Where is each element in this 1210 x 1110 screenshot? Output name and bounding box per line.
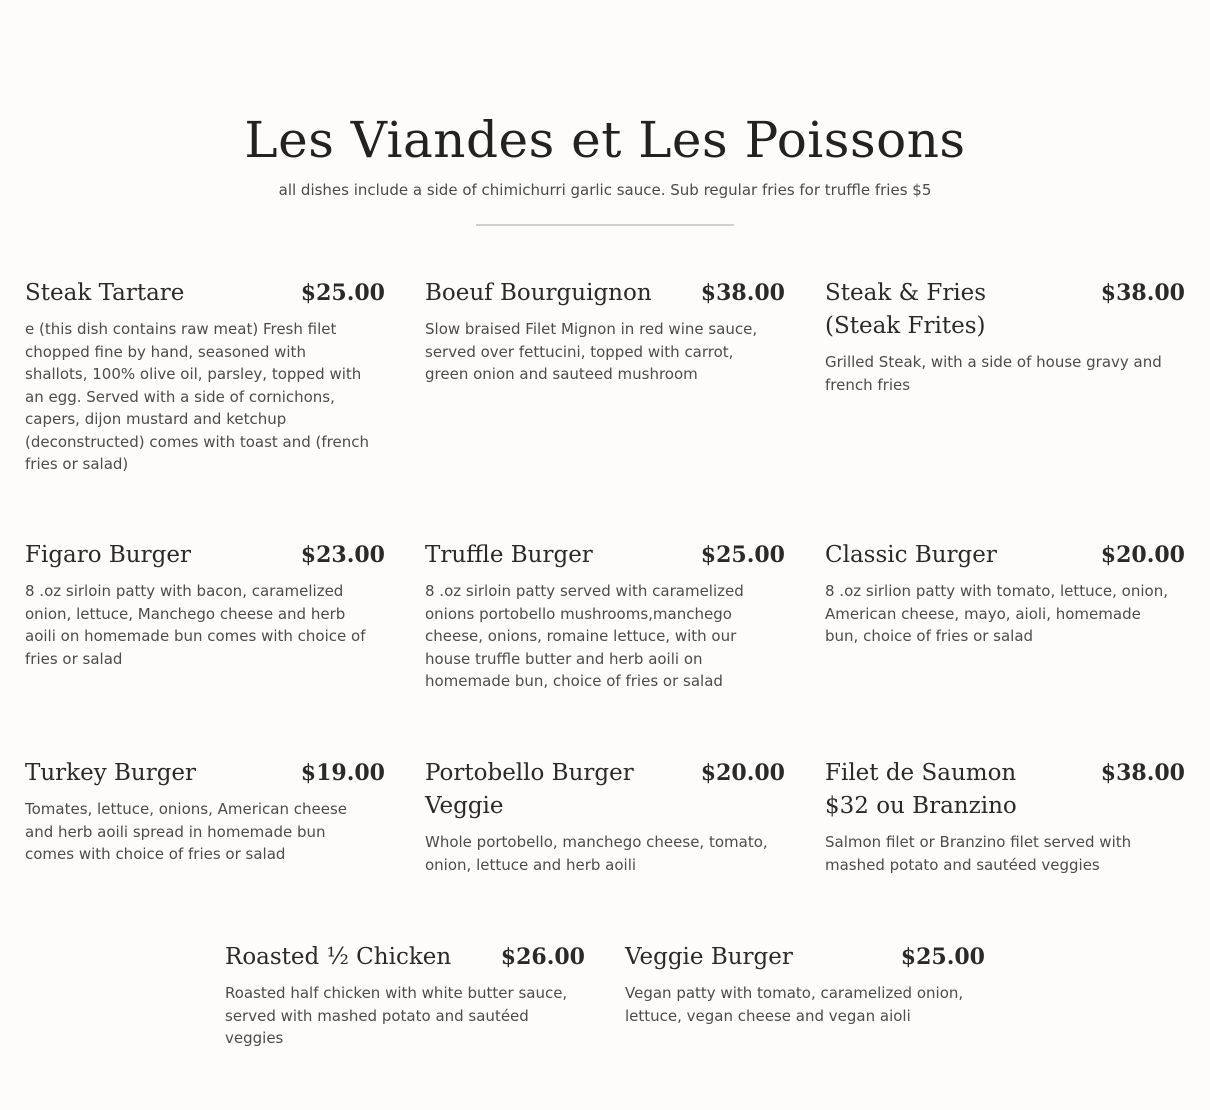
menu-item-description: 8 .oz sirloin patty with bacon, caramelized onion, lettuce, Manchego cheese and herb aoili on homemade bun comes with choice of fries or salad [25,582,366,668]
menu-item-price: $25.00 [900,944,985,970]
menu-item-price: $38.00 [1100,280,1185,306]
menu-item-price: $20.00 [1100,542,1185,568]
menu-item-name: Filet de Saumon $32 ou Branzino [825,760,1017,819]
menu-item-price: $20.00 [700,760,785,786]
menu-item-description: Slow braised Filet Mignon in red wine sauce, served over fettucini, topped with carrot, green onion and sauteed mushroom [425,320,758,383]
menu-section-header [0,108,1210,200]
menu-item-name: Steak & Fries (Steak Frites) [825,280,987,339]
menu-item-name: Boeuf Bourguignon [425,280,652,306]
menu-item-portobello-burger [425,757,785,876]
menu-item-name: Roasted ½ Chicken [225,944,452,970]
menu-item-boeuf-bourguignon [425,277,785,386]
menu-item-steak-tartare [25,277,385,476]
menu-item-price: $25.00 [700,542,785,568]
menu-item-truffle-burger [425,539,785,693]
menu-item-description: Vegan patty with tomato, caramelized onion, lettuce, vegan cheese and vegan aioli [625,984,964,1025]
title-divider [476,224,734,226]
menu-item-name: Turkey Burger [25,760,197,786]
menu-item-description: Whole portobello, manchego cheese, tomato, onion, lettuce and herb aoili [425,833,768,874]
menu-item-price: $38.00 [700,280,785,306]
menu-item-description: 8 .oz sirloin patty served with caramelized onions portobello mushrooms,manchego cheese, onions, romaine lettuce, with our house truffle butter and herb aoili on homemade bun, choice of fries or salad [425,582,744,690]
menu-item-description: Grilled Steak, with a side of house gravy and french fries [825,353,1162,394]
menu-item-price: $19.00 [300,760,385,786]
menu-item-name: Truffle Burger [425,542,593,568]
menu-item-filet-de-saumon [825,757,1185,876]
menu-item-veggie-burger [625,941,985,1027]
menu-item-classic-burger [825,539,1185,648]
menu-item-description: 8 .oz sirlion patty with tomato, lettuce, onion, American cheese, mayo, aioli, homemade bun, choice of fries or salad [825,582,1168,645]
menu-item-turkey-burger [25,757,385,866]
menu-item-price: $23.00 [300,542,385,568]
menu-item-description: e (this dish contains raw meat) Fresh filet chopped fine by hand, seasoned with shallots, 100% olive oil, parsley, topped with an egg. Served with a side of cornichons, capers, dijon mustard and ketchup (deconstructed) comes with toast and (french fries or salad) [25,320,370,473]
menu-item-description: Tomates, lettuce, onions, American cheese and herb aoili spread in homemade bun comes with choice of fries or salad [25,800,348,863]
menu-item-name: Veggie Burger [625,944,793,970]
menu-item-figaro-burger [25,539,385,670]
menu-item-roasted-chicken [225,941,585,1050]
menu-item-name: Portobello Burger Veggie [425,760,634,819]
menu-item-name: Figaro Burger [25,542,191,568]
menu-item-name: Classic Burger [825,542,997,568]
section-subtitle: all dishes include a side of chimichurri garlic sauce. Sub regular fries for truffle fries $5 [278,181,932,199]
menu-item-name: Steak Tartare [25,280,185,306]
menu-item-description: Roasted half chicken with white butter sauce, served with mashed potato and sautéed veggies [225,984,568,1047]
menu-item-price: $25.00 [300,280,385,306]
menu-item-steak-fries [825,277,1185,396]
menu-item-price: $38.00 [1100,760,1185,786]
menu-item-description: Salmon filet or Branzino filet served with mashed potato and sautéed veggies [825,833,1132,874]
section-title: Les Viandes et Les Poissons [244,111,966,169]
menu-item-price: $26.00 [500,944,585,970]
